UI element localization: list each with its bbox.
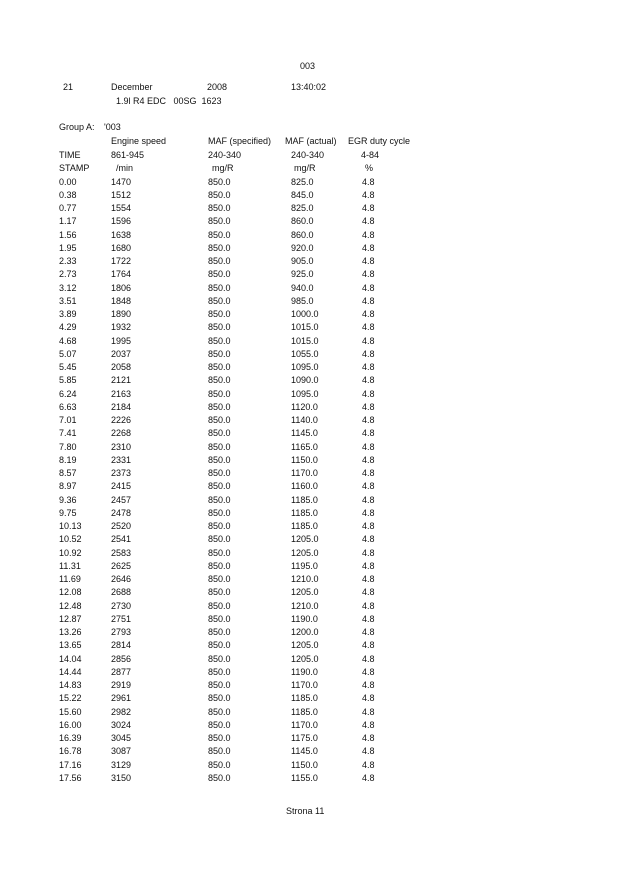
cell-egr-duty-cycle: 4.8 [362,574,375,584]
cell-egr-duty-cycle: 4.8 [362,494,375,505]
cell-egr-duty-cycle: 4.8 [362,362,375,372]
cell-maf-specified: 850.0 [208,613,231,624]
col-unit-maf-actual: mg/R [294,163,316,173]
cell-maf-actual: 1140.0 [291,415,318,425]
cell-maf-specified: 850.0 [208,176,231,187]
cell-maf-actual: 940.0 [291,282,314,293]
cell-engine-speed: 2520 [111,521,132,531]
table-row [0,693,620,706]
table-row [0,336,620,349]
cell-maf-actual: 860.0 [291,216,314,227]
cell-maf-specified: 850.0 [208,680,231,690]
cell-maf-actual: 860.0 [291,229,314,240]
cell-maf-actual: 1145.0 [291,428,318,439]
cell-time-stamp: 12.48 [59,600,82,611]
table-row [0,508,620,521]
cell-engine-speed: 1764 [111,269,132,280]
cell-egr-duty-cycle: 4.8 [362,375,375,386]
cell-egr-duty-cycle: 4.8 [362,322,375,333]
col-spec-engine-speed: 861-945 [111,150,145,160]
cell-time-stamp: 8.57 [59,468,77,478]
cell-maf-actual: 1170.0 [291,680,318,690]
cell-time-stamp: 7.80 [59,441,77,452]
cell-egr-duty-cycle: 4.8 [362,468,375,478]
table-row [0,627,620,640]
cell-time-stamp: 6.63 [59,401,77,412]
cell-egr-duty-cycle: 4.8 [362,415,375,425]
cell-engine-speed: 1638 [111,229,132,240]
cell-maf-specified: 850.0 [208,454,231,465]
cell-maf-actual: 1165.0 [291,441,318,452]
cell-maf-actual: 1160.0 [291,481,318,492]
cell-engine-speed: 3150 [111,772,132,783]
cell-time-stamp: 13.26 [59,627,82,637]
cell-time-stamp: 0.77 [59,203,77,213]
cell-maf-actual: 985.0 [291,295,314,306]
cell-time-stamp: 4.29 [59,322,77,333]
cell-maf-specified: 850.0 [208,295,231,306]
cell-engine-speed: 1890 [111,309,132,319]
col-spec-maf-specified: 240-340 [208,150,242,160]
cell-egr-duty-cycle: 4.8 [362,706,375,717]
cell-time-stamp: 5.07 [59,348,77,359]
cell-time-stamp: 6.24 [59,388,77,399]
cell-time-stamp: 11.69 [59,574,81,584]
cell-engine-speed: 2184 [111,401,132,412]
cell-maf-actual: 1205.0 [291,640,319,651]
cell-time-stamp: 11.31 [59,560,81,571]
cell-maf-actual: 1185.0 [291,693,318,704]
cell-engine-speed: 3087 [111,746,132,757]
cell-egr-duty-cycle: 4.8 [362,772,375,783]
table-row [0,190,620,203]
cell-engine-speed: 2310 [111,441,132,452]
cell-egr-duty-cycle: 4.8 [362,560,375,571]
table-row [0,177,620,190]
cell-engine-speed: 3024 [111,719,132,730]
cell-maf-specified: 850.0 [208,587,231,598]
cell-engine-speed: 2121 [111,375,132,386]
table-row [0,442,620,455]
cell-engine-speed: 2037 [111,348,132,359]
table-row [0,521,620,534]
cell-egr-duty-cycle: 4.8 [362,176,375,187]
cell-maf-specified: 850.0 [208,560,231,571]
cell-maf-actual: 1190.0 [291,666,318,677]
cell-egr-duty-cycle: 4.8 [362,733,375,743]
cell-engine-speed: 1596 [111,216,132,227]
cell-maf-specified: 850.0 [208,216,231,227]
cell-time-stamp: 10.52 [59,534,82,545]
cell-egr-duty-cycle: 4.8 [362,640,375,651]
table-row [0,587,620,600]
cell-engine-speed: 2541 [111,534,132,545]
header-vehicle: 1.9l R4 EDC 00SG 1623 [116,96,222,106]
cell-maf-actual: 905.0 [291,256,314,266]
table-row [0,269,620,282]
cell-time-stamp: 8.97 [59,481,77,492]
cell-maf-specified: 850.0 [208,415,231,425]
table-row [0,349,620,362]
cell-maf-actual: 1055.0 [291,348,319,359]
cell-maf-actual: 1145.0 [291,746,318,757]
table-row [0,455,620,468]
cell-engine-speed: 2814 [111,640,132,651]
table-row [0,362,620,375]
col-unit-maf-specified: mg/R [212,163,234,173]
cell-maf-actual: 1185.0 [291,494,318,505]
cell-time-stamp: 14.04 [59,653,82,664]
table-row [0,654,620,667]
col-name-maf-specified: MAF (specified) [208,136,272,146]
header-month: December [111,82,153,92]
cell-maf-specified: 850.0 [208,229,231,240]
cell-egr-duty-cycle: 4.8 [362,534,375,545]
cell-maf-actual: 1120.0 [291,401,318,412]
cell-engine-speed: 2583 [111,547,132,558]
cell-time-stamp: 17.16 [59,759,82,770]
cell-time-stamp: 13.65 [59,640,82,651]
cell-engine-speed: 2982 [111,706,132,717]
cell-egr-duty-cycle: 4.8 [362,401,375,412]
table-row [0,601,620,614]
cell-time-stamp: 5.45 [59,362,77,372]
cell-egr-duty-cycle: 4.8 [362,269,375,280]
col-stamp-label: STAMP [59,163,90,173]
cell-egr-duty-cycle: 4.8 [362,428,375,439]
header-day: 21 [63,82,74,92]
cell-maf-actual: 1210.0 [291,600,319,611]
cell-egr-duty-cycle: 4.8 [362,600,375,611]
table-row [0,773,620,786]
cell-time-stamp: 12.87 [59,613,82,624]
cell-maf-actual: 1095.0 [291,388,319,399]
cell-egr-duty-cycle: 4.8 [362,282,375,293]
table-row [0,309,620,322]
cell-maf-specified: 850.0 [208,269,231,280]
cell-maf-specified: 850.0 [208,335,231,346]
group-label: Group A: [59,122,95,132]
cell-engine-speed: 2961 [111,693,132,704]
cell-maf-specified: 850.0 [208,189,231,200]
col-spec-egr-duty-cycle: 4-84 [361,150,380,160]
cell-engine-speed: 1806 [111,282,132,293]
cell-egr-duty-cycle: 4.8 [362,216,375,227]
cell-time-stamp: 1.17 [59,216,77,227]
cell-time-stamp: 2.73 [59,269,77,280]
cell-engine-speed: 2226 [111,415,132,425]
cell-time-stamp: 3.89 [59,309,77,319]
cell-maf-actual: 1170.0 [291,719,318,730]
cell-maf-specified: 850.0 [208,772,231,783]
table-row [0,640,620,653]
table-row [0,614,620,627]
cell-engine-speed: 2646 [111,574,132,584]
cell-engine-speed: 1722 [111,256,132,266]
cell-maf-actual: 1185.0 [291,521,318,531]
cell-maf-specified: 850.0 [208,640,231,651]
cell-maf-actual: 1015.0 [291,322,319,333]
cell-engine-speed: 2856 [111,653,132,664]
cell-egr-duty-cycle: 4.8 [362,295,375,306]
col-unit-egr-duty-cycle: % [365,163,374,173]
cell-maf-specified: 850.0 [208,759,231,770]
cell-engine-speed: 2331 [111,454,132,465]
cell-time-stamp: 16.39 [59,733,82,743]
cell-maf-actual: 1150.0 [291,759,318,770]
cell-engine-speed: 2751 [111,613,132,624]
cell-maf-specified: 850.0 [208,441,231,452]
cell-time-stamp: 10.13 [59,521,82,531]
cell-egr-duty-cycle: 4.8 [362,203,375,213]
table-row [0,256,620,269]
col-name-engine-speed: Engine speed [111,136,167,146]
cell-egr-duty-cycle: 4.8 [362,746,375,757]
cell-maf-specified: 850.0 [208,401,231,412]
table-row [0,389,620,402]
table-row [0,402,620,415]
cell-maf-specified: 850.0 [208,627,231,637]
cell-time-stamp: 14.83 [59,680,82,690]
table-row [0,534,620,547]
cell-engine-speed: 2730 [111,600,132,611]
cell-engine-speed: 1554 [111,203,132,213]
cell-time-stamp: 1.95 [59,242,77,253]
cell-maf-specified: 850.0 [208,733,231,743]
cell-time-stamp: 9.75 [59,507,77,518]
table-row [0,283,620,296]
page-number: Strona 11 [286,806,325,816]
page-id: 003 [300,61,316,71]
cell-maf-actual: 825.0 [291,203,314,213]
cell-maf-specified: 850.0 [208,547,231,558]
cell-maf-actual: 1185.0 [291,706,318,717]
cell-maf-specified: 850.0 [208,494,231,505]
cell-engine-speed: 2625 [111,560,132,571]
table-row [0,548,620,561]
cell-egr-duty-cycle: 4.8 [362,242,375,253]
col-time-label: TIME [59,150,81,160]
table-row [0,296,620,309]
cell-egr-duty-cycle: 4.8 [362,309,375,319]
table-row [0,760,620,773]
cell-maf-specified: 850.0 [208,653,231,664]
cell-maf-specified: 850.0 [208,507,231,518]
cell-time-stamp: 0.38 [59,189,77,200]
cell-time-stamp: 7.01 [59,415,77,425]
cell-engine-speed: 2457 [111,494,132,505]
cell-maf-specified: 850.0 [208,428,231,439]
cell-time-stamp: 17.56 [59,772,82,783]
cell-time-stamp: 0.00 [59,176,77,187]
cell-maf-specified: 850.0 [208,534,231,545]
cell-maf-specified: 850.0 [208,521,231,531]
cell-egr-duty-cycle: 4.8 [362,680,375,690]
cell-engine-speed: 3129 [111,759,132,770]
cell-engine-speed: 1470 [111,176,132,187]
cell-maf-actual: 825.0 [291,176,314,187]
table-row [0,574,620,587]
cell-engine-speed: 1932 [111,322,132,333]
cell-egr-duty-cycle: 4.8 [362,666,375,677]
cell-maf-actual: 1190.0 [291,613,318,624]
cell-time-stamp: 3.51 [59,295,77,306]
cell-engine-speed: 3045 [111,733,132,743]
cell-maf-specified: 850.0 [208,242,231,253]
cell-time-stamp: 10.92 [59,547,82,558]
cell-maf-specified: 850.0 [208,481,231,492]
cell-egr-duty-cycle: 4.8 [362,481,375,492]
cell-maf-actual: 1155.0 [291,772,318,783]
cell-maf-specified: 850.0 [208,600,231,611]
cell-maf-actual: 845.0 [291,189,314,200]
cell-egr-duty-cycle: 4.8 [362,613,375,624]
cell-maf-actual: 1090.0 [291,375,319,386]
cell-time-stamp: 1.56 [59,229,77,240]
cell-egr-duty-cycle: 4.8 [362,388,375,399]
cell-maf-specified: 850.0 [208,746,231,757]
cell-egr-duty-cycle: 4.8 [362,521,375,531]
table-row [0,481,620,494]
cell-maf-specified: 850.0 [208,574,231,584]
cell-engine-speed: 1680 [111,242,132,253]
cell-engine-speed: 2415 [111,481,132,492]
table-row [0,243,620,256]
cell-time-stamp: 2.33 [59,256,77,266]
cell-egr-duty-cycle: 4.8 [362,441,375,452]
cell-egr-duty-cycle: 4.8 [362,454,375,465]
cell-maf-specified: 850.0 [208,388,231,399]
cell-maf-actual: 1195.0 [291,560,318,571]
cell-maf-specified: 850.0 [208,348,231,359]
header-time: 13:40:02 [291,82,327,92]
cell-maf-actual: 1205.0 [291,534,319,545]
cell-egr-duty-cycle: 4.8 [362,229,375,240]
cell-maf-specified: 850.0 [208,362,231,372]
table-row [0,746,620,759]
table-row [0,733,620,746]
cell-maf-actual: 1210.0 [291,574,319,584]
cell-engine-speed: 1512 [111,189,132,200]
cell-engine-speed: 2478 [111,507,132,518]
table-row [0,375,620,388]
cell-maf-actual: 1000.0 [291,309,319,319]
cell-engine-speed: 2793 [111,627,132,637]
cell-maf-specified: 850.0 [208,282,231,293]
cell-maf-specified: 850.0 [208,693,231,704]
cell-maf-specified: 850.0 [208,322,231,333]
cell-maf-actual: 1205.0 [291,653,319,664]
cell-egr-duty-cycle: 4.8 [362,653,375,664]
cell-maf-actual: 920.0 [291,242,314,253]
table-row [0,428,620,441]
cell-time-stamp: 3.12 [59,282,77,293]
cell-maf-actual: 1205.0 [291,547,319,558]
cell-engine-speed: 2688 [111,587,132,598]
cell-engine-speed: 2919 [111,680,132,690]
cell-egr-duty-cycle: 4.8 [362,759,375,770]
table-row [0,680,620,693]
cell-maf-specified: 850.0 [208,256,231,266]
header-year: 2008 [207,82,228,92]
table-row [0,720,620,733]
cell-engine-speed: 2163 [111,388,132,399]
table-row [0,230,620,243]
cell-maf-actual: 925.0 [291,269,314,280]
cell-time-stamp: 8.19 [59,454,77,465]
cell-maf-actual: 1095.0 [291,362,319,372]
cell-maf-specified: 850.0 [208,719,231,730]
table-row [0,561,620,574]
cell-egr-duty-cycle: 4.8 [362,335,375,346]
cell-maf-actual: 1205.0 [291,587,319,598]
table-row [0,667,620,680]
cell-time-stamp: 7.41 [59,428,77,439]
cell-maf-specified: 850.0 [208,468,231,478]
cell-engine-speed: 1848 [111,295,132,306]
cell-egr-duty-cycle: 4.8 [362,507,375,518]
col-name-maf-actual: MAF (actual) [285,136,337,146]
cell-egr-duty-cycle: 4.8 [362,587,375,598]
cell-maf-actual: 1200.0 [291,627,319,637]
table-row [0,707,620,720]
table-row [0,495,620,508]
cell-engine-speed: 2373 [111,468,132,478]
cell-maf-specified: 850.0 [208,375,231,386]
table-row [0,322,620,335]
cell-maf-actual: 1175.0 [291,733,318,743]
cell-time-stamp: 5.85 [59,375,77,386]
cell-engine-speed: 1995 [111,335,132,346]
cell-time-stamp: 4.68 [59,335,77,346]
cell-maf-specified: 850.0 [208,706,231,717]
cell-engine-speed: 2058 [111,362,132,372]
cell-egr-duty-cycle: 4.8 [362,627,375,637]
cell-time-stamp: 16.00 [59,719,82,730]
cell-time-stamp: 15.22 [59,693,82,704]
cell-engine-speed: 2877 [111,666,132,677]
cell-time-stamp: 12.08 [59,587,82,598]
cell-egr-duty-cycle: 4.8 [362,256,375,266]
cell-egr-duty-cycle: 4.8 [362,693,375,704]
col-unit-engine-speed: /min [116,163,134,173]
table-row [0,216,620,229]
cell-egr-duty-cycle: 4.8 [362,348,375,359]
col-name-egr-duty-cycle: EGR duty cycle [348,136,411,146]
cell-maf-actual: 1015.0 [291,335,319,346]
cell-maf-actual: 1150.0 [291,454,318,465]
cell-egr-duty-cycle: 4.8 [362,189,375,200]
cell-time-stamp: 14.44 [59,666,82,677]
group-code: '003 [104,122,121,132]
table-row [0,203,620,216]
cell-maf-specified: 850.0 [208,666,231,677]
cell-time-stamp: 9.36 [59,494,77,505]
cell-time-stamp: 15.60 [59,706,82,717]
cell-egr-duty-cycle: 4.8 [362,719,375,730]
cell-maf-specified: 850.0 [208,203,231,213]
col-spec-maf-actual: 240-340 [291,150,325,160]
cell-engine-speed: 2268 [111,428,132,439]
cell-maf-actual: 1170.0 [291,468,318,478]
cell-egr-duty-cycle: 4.8 [362,547,375,558]
cell-time-stamp: 16.78 [59,746,82,757]
table-row [0,415,620,428]
table-row [0,468,620,481]
cell-maf-specified: 850.0 [208,309,231,319]
cell-maf-actual: 1185.0 [291,507,318,518]
